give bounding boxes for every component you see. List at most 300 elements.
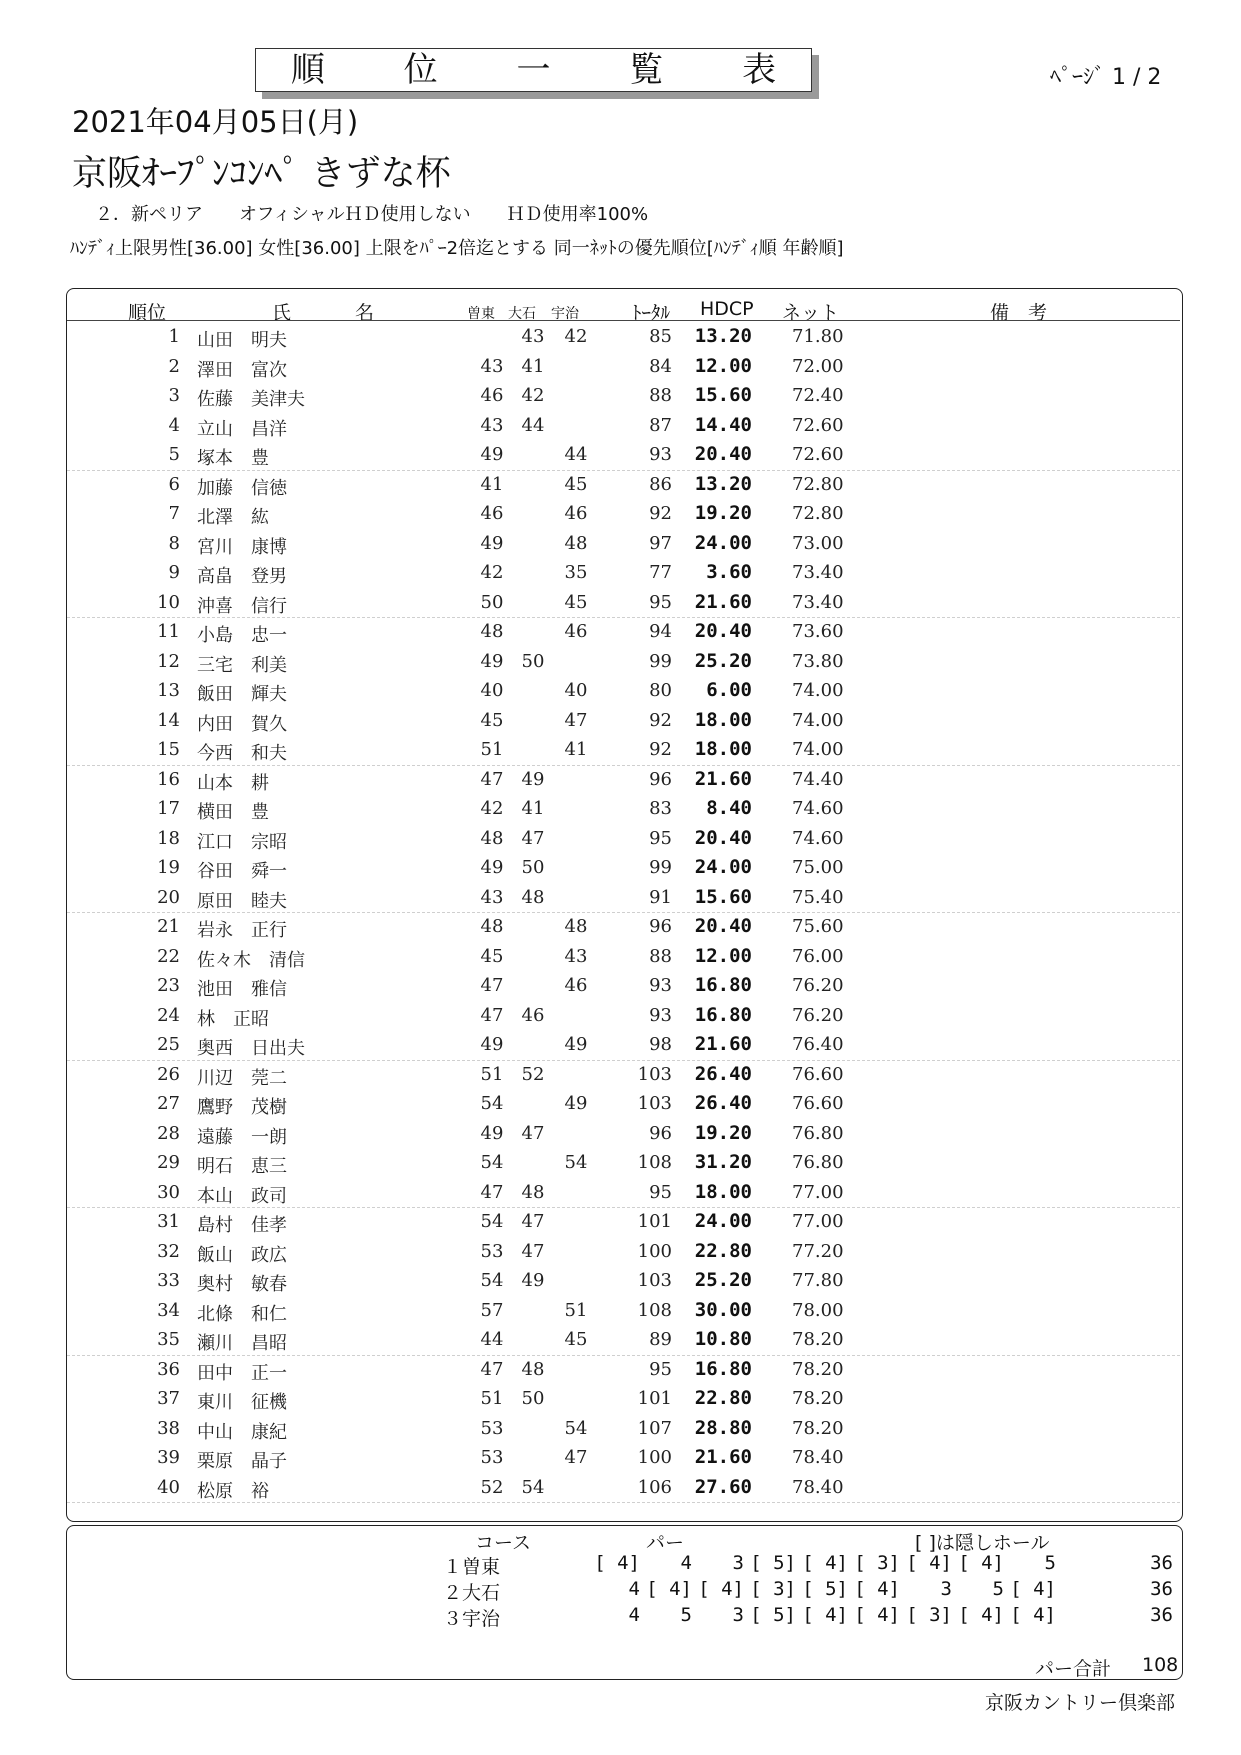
course2-score: 50 [521,1388,545,1409]
total-score: 101 [637,1211,672,1232]
total-score: 108 [637,1152,672,1173]
player-name: 飯山 政広 [197,1244,287,1266]
course1-score: 46 [480,503,504,524]
course2-score: 48 [521,1181,545,1203]
col-header-course-2: 大石 [508,306,536,322]
hole-par: [ 3] [750,1578,796,1600]
player-name: 谷田 舜一 [197,861,287,882]
hdcp-value: 19.20 [694,1121,752,1144]
player-name: 横田 豊 [197,802,269,823]
table-row [67,1207,1180,1237]
course2-score: 42 [521,385,545,406]
total-score: 101 [637,1388,672,1409]
hdcp-value: 18.00 [694,708,752,731]
hole-par: [ 4] [854,1578,900,1600]
player-name: 本山 政司 [197,1185,287,1207]
course2-score: 47 [521,1122,545,1144]
player-name: 鷹野 茂樹 [197,1097,287,1118]
course2-score: 47 [521,827,545,849]
player-name: 原田 睦夫 [197,890,287,912]
course3-score: 46 [564,975,588,996]
player-name: 松原 裕 [197,1480,269,1502]
total-score: 100 [637,1240,672,1262]
net-score: 73.00 [792,532,844,554]
table-row [67,381,1180,411]
course-label: コース [475,1532,532,1554]
total-score: 103 [637,1270,672,1291]
net-score: 75.60 [792,916,844,937]
net-score: 74.60 [792,827,844,849]
hdcp-value: 25.20 [694,649,752,672]
hole-par: [ 4] [698,1578,744,1600]
rank-cell: 6 [168,473,180,495]
table-row [67,735,1180,766]
hdcp-value: 3.60 [706,561,752,583]
total-score: 96 [649,768,672,790]
course1-score: 41 [480,473,504,495]
course3-score: 47 [564,1447,588,1468]
net-score: 72.80 [792,503,844,524]
net-score: 74.00 [792,739,844,760]
course1-score: 57 [480,1299,504,1321]
player-name: 中山 康紀 [197,1421,287,1443]
player-name: 川辺 莞二 [197,1067,287,1089]
player-name: 栗原 晶子 [197,1451,287,1472]
total-score: 99 [649,650,672,672]
player-name: 今西 和夫 [197,743,287,764]
course1-score: 51 [480,1388,504,1409]
course1-score: 52 [480,1476,504,1498]
table-row [67,1148,1180,1178]
hole-par: [ 5] [750,1604,796,1626]
player-name: 田中 正一 [197,1362,287,1384]
net-score: 73.60 [792,621,844,642]
event-name: 京阪ｵｰﾌﾟﾝｺﾝﾍﾟ きずな杯 [72,154,451,194]
rank-cell: 13 [157,680,180,701]
net-score: 73.40 [792,591,844,613]
net-score: 76.00 [792,945,844,967]
net-score: 76.80 [792,1152,844,1173]
hole-par: 4 [680,1552,692,1574]
course3-score: 47 [564,709,588,731]
hdcp-value: 21.60 [694,590,752,613]
course1-score: 47 [480,1181,504,1203]
player-name: 立山 昌洋 [197,418,287,440]
course1-score: 49 [480,532,504,554]
table-row [67,824,1180,854]
hole-par: 5 [992,1578,1004,1600]
rank-cell: 7 [168,503,180,524]
course-name: ３宇治 [443,1608,501,1630]
table-row [67,558,1180,588]
total-score: 92 [649,709,672,731]
rank-cell: 4 [168,414,180,436]
player-name: 宮川 康博 [197,536,287,558]
course3-score: 54 [564,1152,588,1173]
course2-score: 49 [521,1270,545,1291]
course3-score: 48 [564,916,588,937]
course1-score: 47 [480,1004,504,1026]
net-score: 76.40 [792,1034,844,1055]
course3-score: 49 [564,1093,588,1114]
player-name: 林 正昭 [197,1008,269,1030]
total-score: 77 [649,562,672,583]
hole-par: [ 4] [854,1604,900,1626]
table-row [67,853,1180,883]
hdcp-value: 6.00 [706,679,752,701]
total-score: 103 [637,1063,672,1085]
page-number: ﾍﾟｰｼﾞ 1 / 2 [1050,65,1162,90]
par-total-label: パー合計 [1035,1658,1112,1680]
hdcp-value: 19.20 [694,502,752,524]
rank-cell: 20 [157,886,180,908]
total-score: 95 [649,827,672,849]
total-score: 95 [649,591,672,613]
hdcp-value: 30.00 [694,1298,752,1321]
rank-cell: 17 [157,798,180,819]
hdcp-value: 16.80 [694,1357,752,1380]
rank-cell: 2 [168,355,180,377]
table-row [67,883,1180,914]
rank-cell: 38 [157,1417,180,1439]
rank-cell: 16 [157,768,180,790]
total-score: 85 [649,326,672,347]
course3-score: 43 [564,945,588,967]
net-score: 76.80 [792,1122,844,1144]
player-name: 明石 恵三 [197,1156,287,1177]
net-score: 77.20 [792,1240,844,1262]
course2-score: 50 [521,857,545,878]
course1-score: 40 [480,680,504,701]
hdcp-value: 13.20 [694,472,752,495]
course1-score: 54 [480,1270,504,1291]
table-row [67,529,1180,559]
hdcp-value: 15.60 [694,384,752,406]
table-row [67,617,1180,647]
course3-score: 45 [564,1329,588,1350]
player-name: 池田 雅信 [197,979,287,1000]
player-name: 高畠 登男 [197,566,287,587]
course1-score: 48 [480,827,504,849]
table-row [67,1060,1180,1090]
net-score: 78.20 [792,1358,844,1380]
total-score: 92 [649,503,672,524]
rank-cell: 21 [157,916,180,937]
hole-par: [ 4] [958,1604,1004,1626]
rank-cell: 36 [157,1358,180,1380]
player-name: 遠藤 一朗 [197,1126,287,1148]
total-score: 94 [649,621,672,642]
rank-cell: 12 [157,650,180,672]
rank-cell: 32 [157,1240,180,1262]
table-row [67,1414,1180,1444]
player-name: 奥西 日出夫 [197,1038,305,1059]
net-score: 78.00 [792,1299,844,1321]
course3-score: 44 [564,444,588,465]
course-name: ２大石 [443,1582,501,1604]
hole-par: [ 5] [750,1552,796,1574]
course1-score: 43 [480,886,504,908]
rank-cell: 3 [168,385,180,406]
table-row [67,352,1180,382]
col-header-rank: 順位 [128,302,167,324]
net-score: 76.20 [792,975,844,996]
table-row [67,1384,1180,1414]
course1-score: 53 [480,1417,504,1439]
course-name: １曽東 [443,1556,501,1578]
rank-cell: 11 [157,621,180,642]
course1-score: 51 [480,739,504,760]
course3-score: 41 [564,739,588,760]
hdcp-value: 28.80 [694,1416,752,1439]
table-row [67,794,1180,824]
player-name: 加藤 信徳 [197,477,287,499]
header-divider [67,320,1180,321]
table-row [67,1473,1180,1504]
hdcp-value: 12.00 [694,354,752,377]
hole-par: [ 4] [646,1578,692,1600]
table-row [67,470,1180,500]
hdcp-value: 18.00 [694,1180,752,1203]
net-score: 75.00 [792,857,844,878]
hole-par: 5 [1044,1552,1056,1574]
player-name: 沖喜 信行 [197,595,287,617]
table-row [67,411,1180,441]
table-row [67,1030,1180,1061]
net-score: 78.20 [792,1388,844,1409]
hdcp-value: 20.40 [694,826,752,849]
net-score: 73.80 [792,650,844,672]
hdcp-value: 24.00 [694,856,752,878]
rank-cell: 14 [157,709,180,731]
player-name: 飯田 輝夫 [197,684,287,705]
hdcp-value: 22.80 [694,1239,752,1262]
rank-cell: 35 [157,1329,180,1350]
course1-score: 50 [480,591,504,613]
net-score: 78.20 [792,1329,844,1350]
hidden-hole-note: [ ]は隠しホール [915,1532,1050,1554]
course3-score: 45 [564,473,588,495]
total-score: 100 [637,1447,672,1468]
player-name: 三宅 利美 [197,654,287,676]
table-row [67,676,1180,706]
rank-cell: 33 [157,1270,180,1291]
rank-cell: 19 [157,857,180,878]
course1-score: 53 [480,1240,504,1262]
par-total-value: 108 [1142,1654,1179,1676]
course1-score: 51 [480,1063,504,1085]
total-score: 103 [637,1093,672,1114]
net-score: 76.20 [792,1004,844,1026]
net-score: 78.40 [792,1476,844,1498]
rank-cell: 5 [168,444,180,465]
course3-score: 35 [564,562,588,583]
hdcp-value: 21.60 [694,1033,752,1055]
total-score: 84 [649,355,672,377]
net-score: 78.20 [792,1417,844,1439]
net-score: 72.00 [792,355,844,377]
course2-score: 50 [521,650,545,672]
total-score: 96 [649,1122,672,1144]
course2-score: 43 [521,326,545,347]
hole-par: [ 3] [854,1552,900,1574]
col-header-course-3: 宇治 [551,306,579,322]
rank-cell: 9 [168,562,180,583]
hdcp-value: 12.00 [694,944,752,967]
hdcp-value: 20.40 [694,443,752,465]
hdcp-value: 24.00 [694,1210,752,1232]
course1-score: 49 [480,650,504,672]
hdcp-value: 21.60 [694,767,752,790]
total-score: 108 [637,1299,672,1321]
net-score: 76.60 [792,1063,844,1085]
page-title: 順 位 一 覧 表 [255,48,812,92]
table-row [67,971,1180,1001]
rank-cell: 23 [157,975,180,996]
table-row [67,1325,1180,1356]
total-score: 88 [649,385,672,406]
course2-score: 52 [521,1063,545,1085]
net-score: 71.80 [792,326,844,347]
rank-cell: 37 [157,1388,180,1409]
table-row [67,1001,1180,1031]
total-score: 97 [649,532,672,554]
player-name: 東川 征機 [197,1392,287,1413]
col-header-name-1: 氏 [272,302,292,324]
course1-score: 54 [480,1152,504,1173]
rank-cell: 28 [157,1122,180,1144]
total-score: 91 [649,886,672,908]
hole-par: [ 5] [802,1578,848,1600]
net-score: 74.00 [792,709,844,731]
total-score: 87 [649,414,672,436]
course2-score: 47 [521,1240,545,1262]
table-row [67,588,1180,619]
course3-score: 49 [564,1034,588,1055]
total-score: 86 [649,473,672,495]
club-name: 京阪カントリー倶楽部 [984,1692,1175,1714]
player-name: 北澤 紘 [197,507,269,528]
player-name: 奥村 敏春 [197,1274,287,1295]
hdcp-value: 16.80 [694,974,752,996]
col-header-name-2: 名 [355,302,375,324]
table-row [67,322,1180,352]
rank-cell: 8 [168,532,180,554]
rank-cell: 40 [157,1476,180,1498]
hdcp-value: 18.00 [694,738,752,760]
col-header-course-1: 曽東 [467,306,495,322]
table-row [67,1443,1180,1473]
table-row [67,942,1180,972]
course2-score: 46 [521,1004,545,1026]
rank-cell: 26 [157,1063,180,1085]
course3-score: 42 [564,326,588,347]
player-name: 瀬川 昌昭 [197,1333,287,1354]
course2-score: 48 [521,886,545,908]
table-row [67,499,1180,529]
course2-score: 41 [521,355,545,377]
total-score: 107 [637,1417,672,1439]
player-name: 島村 佳孝 [197,1215,287,1236]
hdcp-value: 20.40 [694,915,752,937]
col-header-net: ネット [782,302,840,324]
course1-score: 44 [480,1329,504,1350]
col-header-remarks: 備 考 [990,302,1048,324]
rank-cell: 29 [157,1152,180,1173]
course3-score: 48 [564,532,588,554]
course1-score: 49 [480,857,504,878]
total-score: 95 [649,1181,672,1203]
rank-cell: 15 [157,739,180,760]
net-score: 74.40 [792,768,844,790]
table-row [67,1119,1180,1149]
table-row [67,912,1180,942]
total-score: 93 [649,1004,672,1026]
course1-score: 47 [480,1358,504,1380]
total-score: 98 [649,1034,672,1055]
table-row [67,1178,1180,1209]
hdcp-value: 10.80 [694,1328,752,1350]
table-row [67,1266,1180,1296]
net-score: 74.00 [792,680,844,701]
course1-score: 45 [480,709,504,731]
hole-par: [ 4] [802,1552,848,1574]
total-score: 83 [649,798,672,819]
table-row [67,1089,1180,1119]
course1-score: 42 [480,798,504,819]
course3-score: 40 [564,680,588,701]
rank-cell: 30 [157,1181,180,1203]
course3-score: 46 [564,621,588,642]
rank-cell: 31 [157,1211,180,1232]
rank-cell: 25 [157,1034,180,1055]
player-name: 佐々木 清信 [197,949,305,971]
course1-score: 49 [480,444,504,465]
par-label: パー [646,1532,685,1554]
hole-par: [ 4] [594,1552,640,1574]
hdcp-value: 8.40 [706,797,752,819]
hdcp-value: 15.60 [694,885,752,908]
total-score: 95 [649,1358,672,1380]
course3-score: 51 [564,1299,588,1321]
hdcp-value: 20.40 [694,620,752,642]
rank-cell: 39 [157,1447,180,1468]
course1-score: 45 [480,945,504,967]
course1-score: 54 [480,1211,504,1232]
course3-score: 54 [564,1417,588,1439]
course3-score: 46 [564,503,588,524]
player-name: 北條 和仁 [197,1303,287,1325]
hole-par: 4 [628,1604,640,1626]
table-row [67,765,1180,795]
net-score: 75.40 [792,886,844,908]
rank-cell: 27 [157,1093,180,1114]
net-score: 77.00 [792,1211,844,1232]
player-name: 小島 忠一 [197,625,287,646]
course2-score: 48 [521,1358,545,1380]
hole-par: 4 [628,1578,640,1600]
player-name: 岩永 正行 [197,920,287,941]
net-score: 77.80 [792,1270,844,1291]
course-par-total: 36 [1150,1552,1173,1574]
total-score: 92 [649,739,672,760]
course1-score: 46 [480,385,504,406]
course1-score: 47 [480,975,504,996]
table-row [67,706,1180,736]
event-date: 2021年04月05日(月) [72,105,359,139]
course-par-total: 36 [1150,1604,1173,1626]
hole-par: [ 4] [1010,1578,1056,1600]
